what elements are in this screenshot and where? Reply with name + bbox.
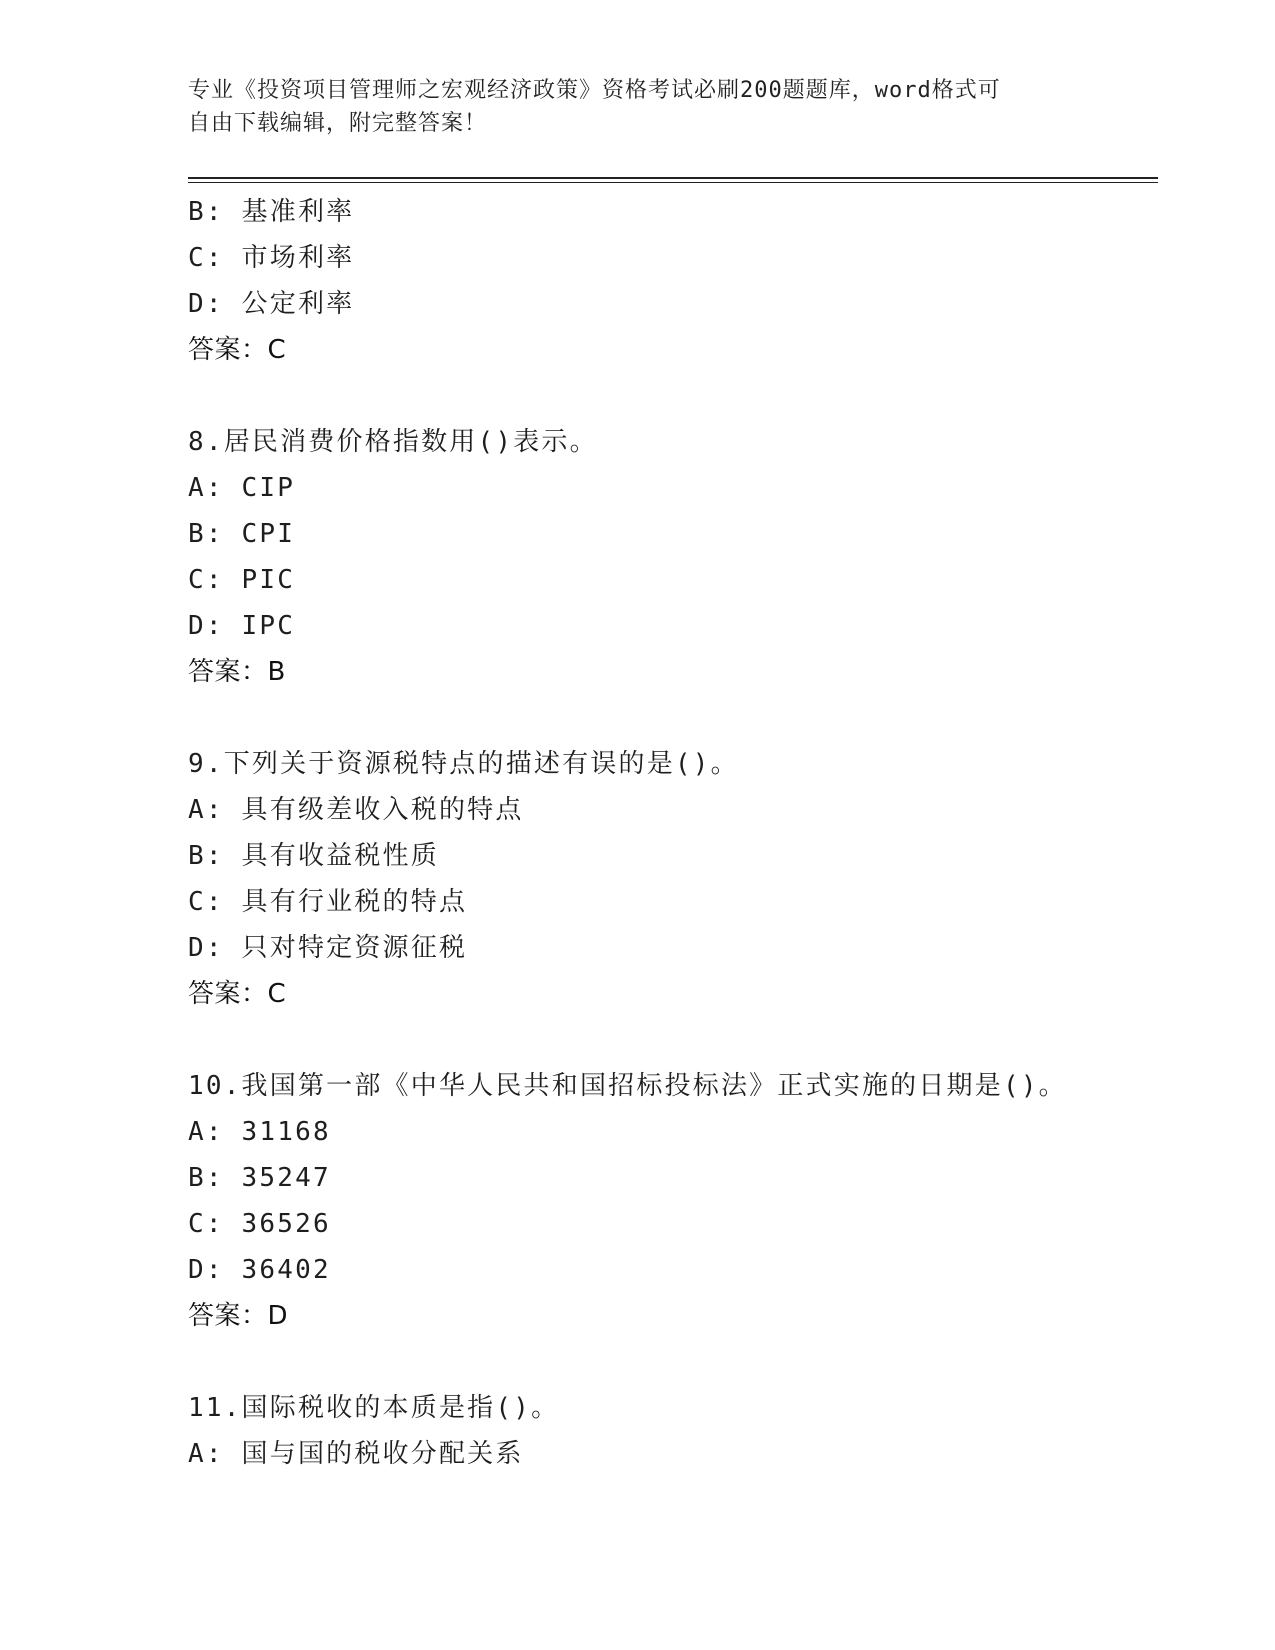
question-stem: 9.下列关于资源税特点的描述有误的是()。: [188, 749, 739, 779]
option-d: D: 只对特定资源征税: [188, 933, 468, 963]
question-11: [188, 1385, 1158, 1477]
answer-line: 答案：C: [188, 979, 287, 1009]
option-c: C: PIC: [188, 565, 296, 595]
question-spacer: [188, 695, 1158, 741]
option-b: B: 基准利率: [188, 197, 355, 227]
option-c: C: 具有行业税的特点: [188, 887, 468, 917]
question-spacer: [188, 1339, 1158, 1385]
option-b: B: 具有收益税性质: [188, 841, 439, 871]
option-c: C: 36526: [188, 1209, 331, 1239]
question-7-tail: [188, 189, 1158, 373]
question-8: [188, 419, 1158, 695]
option-a: A: CIP: [188, 473, 296, 503]
question-stem: 11.国际税收的本质是指()。: [188, 1393, 560, 1423]
option-b: B: CPI: [188, 519, 296, 549]
question-list: [188, 189, 1158, 1477]
option-a: A: 31168: [188, 1117, 331, 1147]
option-c: C: 市场利率: [188, 243, 355, 273]
header-divider-thin: [188, 182, 1158, 183]
question-stem: 10.我国第一部《中华人民共和国招标投标法》正式实施的日期是()。: [188, 1071, 1067, 1101]
option-a: A: 国与国的税收分配关系: [188, 1439, 524, 1469]
option-b: B: 35247: [188, 1163, 331, 1193]
answer-line: 答案：D: [188, 1301, 289, 1331]
document-header: [188, 74, 1088, 140]
answer-line: 答案：B: [188, 657, 286, 687]
question-10: [188, 1063, 1158, 1339]
option-d: D: 36402: [188, 1255, 331, 1285]
question-stem: 8.居民消费价格指数用()表示。: [188, 427, 598, 457]
answer-line: 答案：C: [188, 335, 287, 365]
question-9: [188, 741, 1158, 1017]
header-title-line-2: 自由下载编辑，附完整答案！: [188, 111, 488, 136]
question-spacer: [188, 1017, 1158, 1063]
option-a: A: 具有级差收入税的特点: [188, 795, 524, 825]
header-divider-thick: [188, 177, 1158, 179]
option-d: D: 公定利率: [188, 289, 355, 319]
question-spacer: [188, 373, 1158, 419]
header-title-line-1: 专业《投资项目管理师之宏观经济政策》资格考试必刷200题题库，word格式可: [188, 78, 1001, 103]
option-d: D: IPC: [188, 611, 296, 641]
